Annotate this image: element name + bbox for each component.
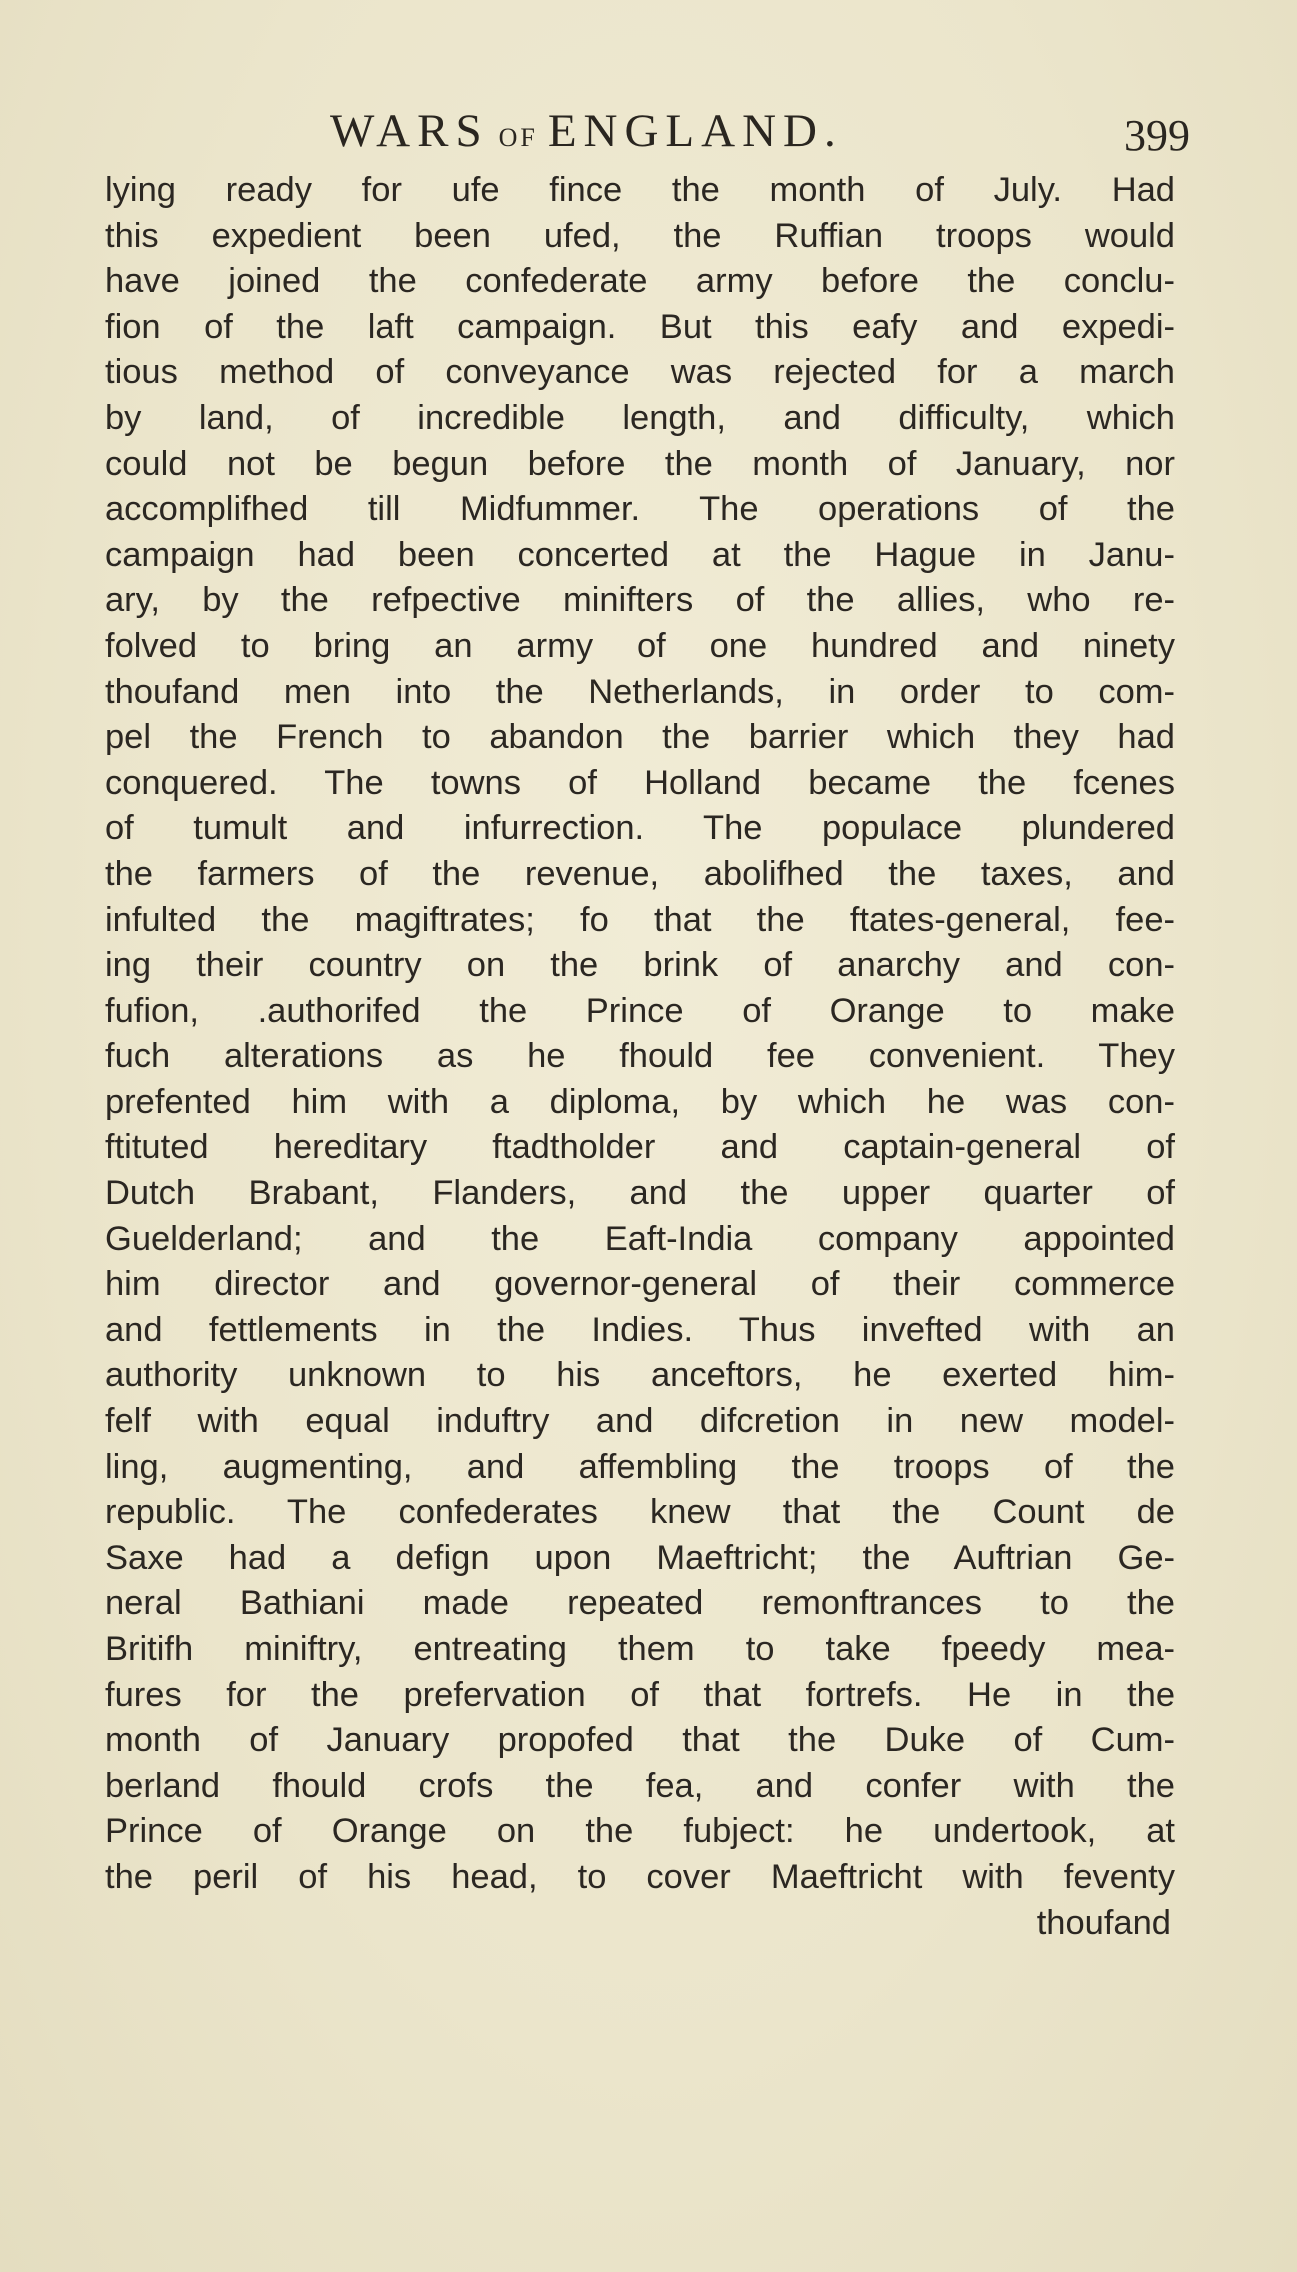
text-line: felf with equal induftry and difcretion in new model- [105,1402,1175,1441]
text-line: fufion, .authorifed the Prince of Orange to make [105,991,1175,1030]
text-line: could not be begun before the month of January, nor [105,444,1175,483]
text-line: accomplifhed till Midfummer. The operations of the [105,490,1175,529]
text-line: the peril of his head, to cover Maeftricht with feventy [105,1857,1175,1896]
text-line: fion of the laft campaign. But this eafy and expedi- [105,307,1175,346]
text-line: folved to bring an army of one hundred and ninety [105,626,1175,665]
text-line: this expedient been ufed, the Ruffian troops would [105,216,1175,255]
text-line: Dutch Brabant, Flanders, and the upper quarter of [105,1174,1175,1213]
text-line: infulted the magiftrates; fo that the ftates-general, fee- [105,900,1175,939]
text-line: Prince of Orange on the fubject: he undertook, at [105,1812,1175,1851]
page-number: 399 [1124,111,1190,160]
text-line: ling, augmenting, and affembling the troops of the [105,1447,1175,1486]
text-line: fuch alterations as he fhould fee convenient. They [105,1037,1175,1076]
text-line: Guelderland; and the Eaft-India company appointed [105,1219,1175,1258]
text-line: have joined the confederate army before the conclu- [105,262,1175,301]
running-title [330,104,843,158]
text-line: ing their country on the brink of anarchy and con- [105,946,1175,985]
text-line: prefented him with a diploma, by which he was con- [105,1082,1175,1121]
text-line: campaign had been concerted at the Hague in Janu- [105,535,1175,574]
text-line: Britifh miniftry, entreating them to take fpeedy mea- [105,1630,1175,1668]
text-line: lying ready for ufe fince the month of July. Had [105,171,1175,209]
text-line: by land, of incredible length, and difficulty, which [105,398,1175,437]
text-line: thoufand men into the Netherlands, in order to com- [105,672,1175,711]
catchword: thoufand [1036,1903,1171,1942]
text-line: Saxe had a defign upon Maeftricht; the Auftrian Ge- [105,1538,1175,1577]
title-word-wars: WARS [330,105,489,157]
text-line: pel the French to abandon the barrier which they had [105,718,1175,757]
text-line: month of January propofed that the Duke of Cum- [105,1721,1175,1760]
body-text [105,168,1175,1946]
text-line: fures for the prefervation of that fortrefs. He in the [105,1675,1175,1714]
text-line: authority unknown to his anceftors, he exerted him- [105,1356,1175,1395]
text-line: ary, by the refpective minifters of the allies, who re- [105,581,1175,620]
text-line: republic. The confederates knew that the Count de [105,1493,1175,1532]
text-line: ftituted hereditary ftadtholder and captain-general of [105,1128,1175,1167]
text-line: conquered. The towns of Holland became the fcenes [105,763,1175,802]
text-line: of tumult and infurrection. The populace plundered [105,809,1175,848]
text-line: neral Bathiani made repeated remonftrances to the [105,1584,1175,1623]
text-line: him director and governor-general of their commerce [105,1265,1175,1304]
title-word-of: OF [498,123,538,152]
text-line: tious method of conveyance was rejected for a march [105,353,1175,392]
text-line: berland fhould crofs the fea, and confer with the [105,1766,1175,1805]
text-line: and fettlements in the Indies. Thus invefted with an [105,1310,1175,1349]
title-word-england: ENGLAND. [547,105,843,157]
running-header [105,104,1195,164]
text-line: the farmers of the revenue, abolifhed the taxes, and [105,854,1175,893]
